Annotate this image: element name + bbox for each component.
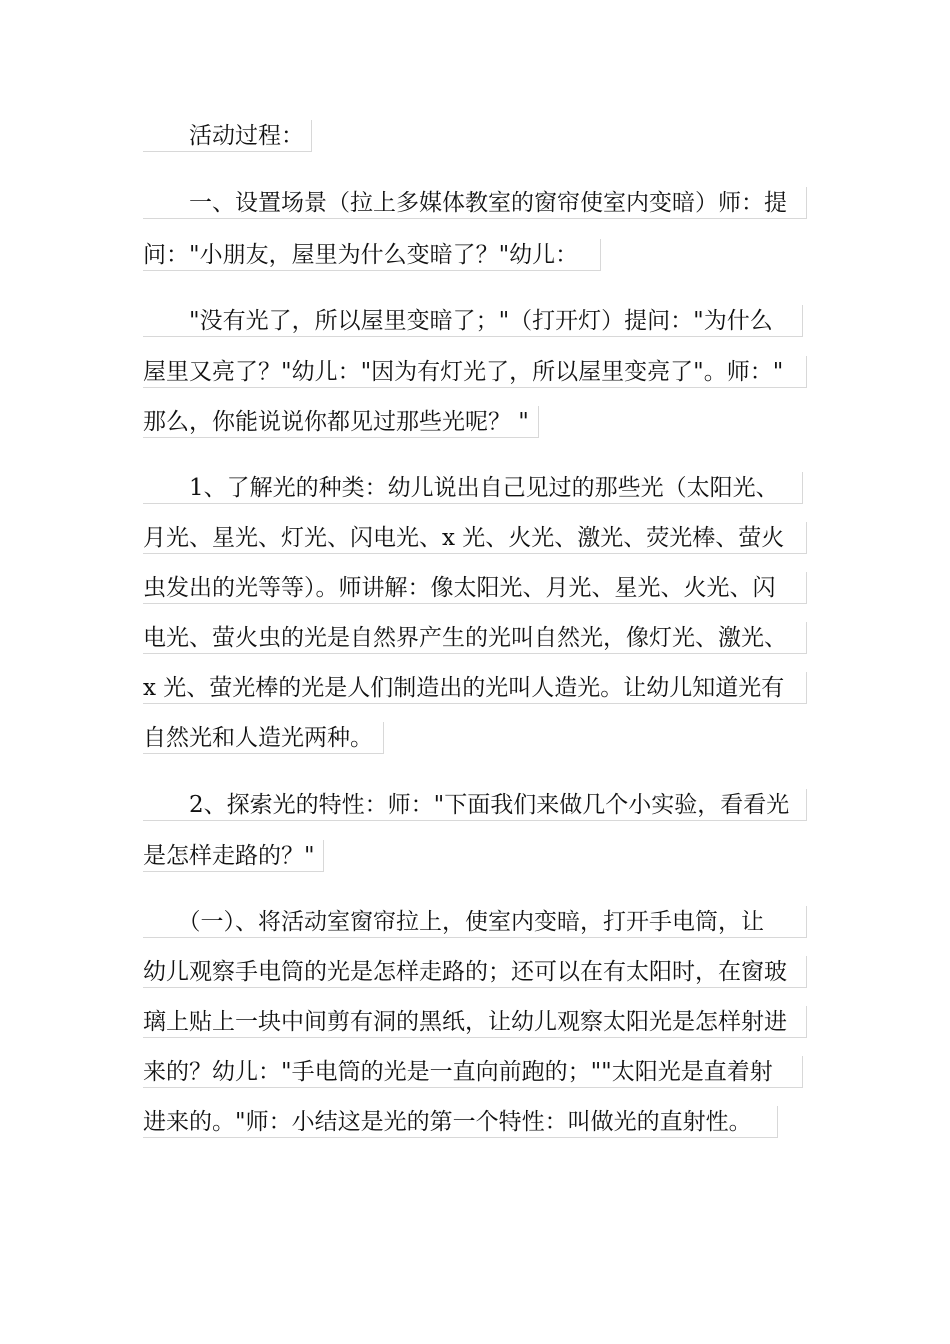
text-line: 屋里又亮了？"幼儿："因为有灯光了，所以屋里变亮了"。师：" xyxy=(143,356,807,388)
text-line: 问："小朋友，屋里为什么变暗了？"幼儿： xyxy=(143,239,601,271)
text-line: 一、设置场景（拉上多媒体教室的窗帘使室内变暗）师：提 xyxy=(143,187,807,219)
text-line: 那么，你能说说你都见过那些光呢？ " xyxy=(143,406,539,438)
text-line: "没有光了，所以屋里变暗了；"（打开灯）提问："为什么 xyxy=(143,305,803,337)
text-line: 电光、萤火虫的光是自然界产生的光叫自然光，像灯光、激光、 xyxy=(143,622,807,654)
text-line: 进来的。"师：小结这是光的第一个特性：叫做光的直射性。 xyxy=(143,1106,778,1138)
text-line: x 光、萤光棒的光是人们制造出的光叫人造光。让幼儿知道光有 xyxy=(143,672,807,704)
text-line-activity-process-heading: 活动过程： xyxy=(143,120,312,152)
text-line: 来的？幼儿："手电筒的光是一直向前跑的；""太阳光是直着射 xyxy=(143,1056,803,1088)
text-line: （一）、将活动室窗帘拉上，使室内变暗，打开手电筒，让 xyxy=(143,906,807,938)
text-line: 是怎样走路的？" xyxy=(143,840,324,872)
text-line: 1、了解光的种类：幼儿说出自己见过的那些光（太阳光、 xyxy=(143,472,803,504)
text-line: 虫发出的光等等）。师讲解：像太阳光、月光、星光、火光、闪 xyxy=(143,572,807,604)
text-line: 自然光和人造光两种。 xyxy=(143,722,384,754)
text-line: 幼儿观察手电筒的光是怎样走路的；还可以在有太阳时，在窗玻 xyxy=(143,956,807,988)
text-line: 璃上贴上一块中间剪有洞的黑纸，让幼儿观察太阳光是怎样射进 xyxy=(143,1006,807,1038)
text-line: 2、探索光的特性：师："下面我们来做几个小实验，看看光 xyxy=(143,789,807,821)
text-line: 月光、星光、灯光、闪电光、x 光、火光、激光、荧光棒、萤火 xyxy=(143,522,807,554)
